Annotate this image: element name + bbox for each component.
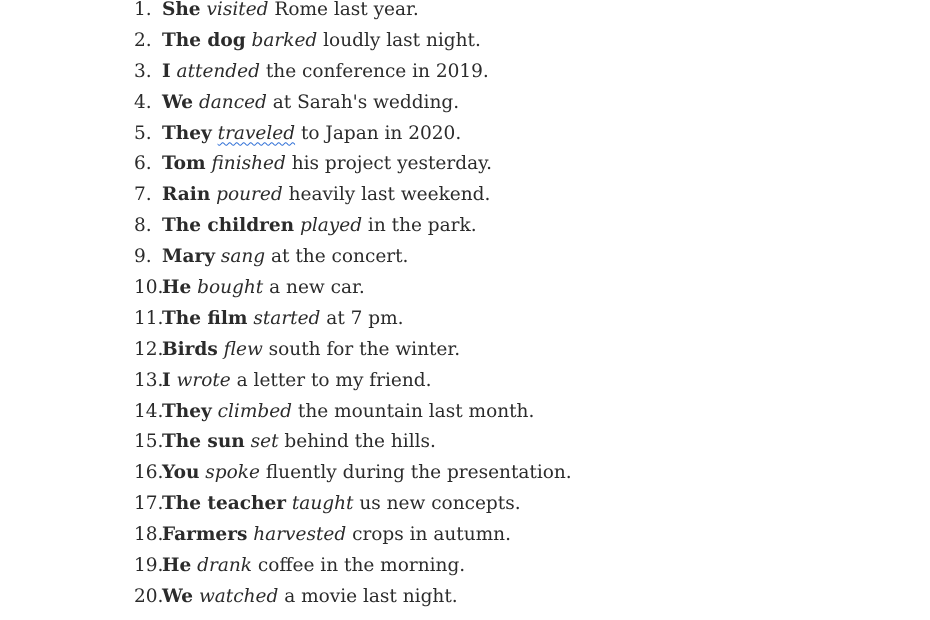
verb: climbed <box>217 400 293 422</box>
subject: We <box>162 91 194 113</box>
list-item <box>134 366 572 397</box>
item-number: 20. <box>134 585 164 607</box>
list-item <box>134 57 572 88</box>
verb: started <box>253 307 321 329</box>
item-number: 1. <box>134 0 152 20</box>
subject: Mary <box>162 246 215 268</box>
verb: harvested <box>253 524 347 546</box>
verb: played <box>300 215 363 237</box>
verb: flew <box>223 338 263 360</box>
subject: Tom <box>162 153 206 175</box>
predicate-rest: coffee in the morning. <box>257 555 466 577</box>
predicate-rest: heavily last weekend. <box>288 184 491 206</box>
subject: We <box>162 585 194 607</box>
item-number: 18. <box>134 524 164 546</box>
verb: attended <box>176 60 260 82</box>
verb: visited <box>206 0 269 20</box>
subject: He <box>162 277 192 299</box>
subject: I <box>162 60 171 82</box>
verb: barked <box>251 29 318 51</box>
item-number: 4. <box>134 91 152 113</box>
item-number: 7. <box>134 184 152 206</box>
list-item <box>134 211 572 242</box>
list-item <box>134 26 572 57</box>
list-item <box>134 242 572 273</box>
subject: Birds <box>162 338 218 360</box>
list-item <box>134 551 572 582</box>
subject: The sun <box>162 431 245 453</box>
predicate-rest: a new car. <box>269 277 365 299</box>
predicate-rest: in the park. <box>367 215 477 237</box>
predicate-rest: a movie last night. <box>284 585 458 607</box>
verb: wrote <box>176 369 231 391</box>
verb: finished <box>211 153 286 175</box>
verb: sang <box>220 246 266 268</box>
item-number: 19. <box>134 555 164 577</box>
predicate-rest: at the concert. <box>271 246 409 268</box>
sentence-list <box>134 0 572 613</box>
subject: Farmers <box>162 524 248 546</box>
item-number: 9. <box>134 246 152 268</box>
list-item <box>134 0 572 26</box>
verb: taught <box>291 493 354 515</box>
item-number: 13. <box>134 369 164 391</box>
list-item <box>134 458 572 489</box>
verb: watched <box>198 585 279 607</box>
subject: She <box>162 0 201 20</box>
verb: spoke <box>205 462 260 484</box>
verb: poured <box>216 184 283 206</box>
list-item <box>134 304 572 335</box>
item-number: 14. <box>134 400 164 422</box>
predicate-rest: a letter to my friend. <box>236 369 432 391</box>
verb: set <box>250 431 279 453</box>
item-number: 3. <box>134 60 152 82</box>
list-item <box>134 427 572 458</box>
subject: The children <box>162 215 295 237</box>
predicate-rest: his project yesterday. <box>291 153 492 175</box>
subject: They <box>162 400 212 422</box>
predicate-rest: us new concepts. <box>359 493 521 515</box>
list-item <box>134 489 572 520</box>
list-item <box>134 520 572 551</box>
subject: They <box>162 122 212 144</box>
verb-spellcheck-flagged[interactable]: traveled <box>217 122 296 144</box>
predicate-rest: south for the winter. <box>268 338 461 360</box>
item-number: 15. <box>134 431 164 453</box>
subject: He <box>162 555 192 577</box>
item-number: 11. <box>134 307 164 329</box>
verb: drank <box>197 555 252 577</box>
subject: The dog <box>162 29 246 51</box>
predicate-rest: behind the hills. <box>284 431 436 453</box>
list-item <box>134 88 572 119</box>
item-number: 8. <box>134 215 152 237</box>
item-number: 12. <box>134 338 164 360</box>
predicate-rest: loudly last night. <box>323 29 481 51</box>
predicate-rest: fluently during the presentation. <box>265 462 572 484</box>
predicate-rest: the conference in 2019. <box>265 60 489 82</box>
subject: Rain <box>162 184 211 206</box>
item-number: 10. <box>134 277 164 299</box>
item-number: 6. <box>134 153 152 175</box>
predicate-rest: crops in autumn. <box>352 524 511 546</box>
list-item <box>134 582 572 613</box>
item-number: 2. <box>134 29 152 51</box>
subject: I <box>162 369 171 391</box>
subject: You <box>162 462 200 484</box>
predicate-rest: at Sarah's wedding. <box>272 91 460 113</box>
subject: The film <box>162 307 248 329</box>
verb: danced <box>198 91 267 113</box>
predicate-rest: to Japan in 2020. <box>300 122 462 144</box>
predicate-rest: at 7 pm. <box>326 307 404 329</box>
list-item <box>134 273 572 304</box>
list-item <box>134 119 572 150</box>
list-item <box>134 180 572 211</box>
item-number: 16. <box>134 462 164 484</box>
subject: The teacher <box>162 493 286 515</box>
predicate-rest: the mountain last month. <box>297 400 535 422</box>
list-item <box>134 149 572 180</box>
item-number: 17. <box>134 493 164 515</box>
list-item <box>134 397 572 428</box>
item-number: 5. <box>134 122 152 144</box>
predicate-rest: Rome last year. <box>274 0 419 20</box>
verb: bought <box>197 277 264 299</box>
list-item <box>134 335 572 366</box>
